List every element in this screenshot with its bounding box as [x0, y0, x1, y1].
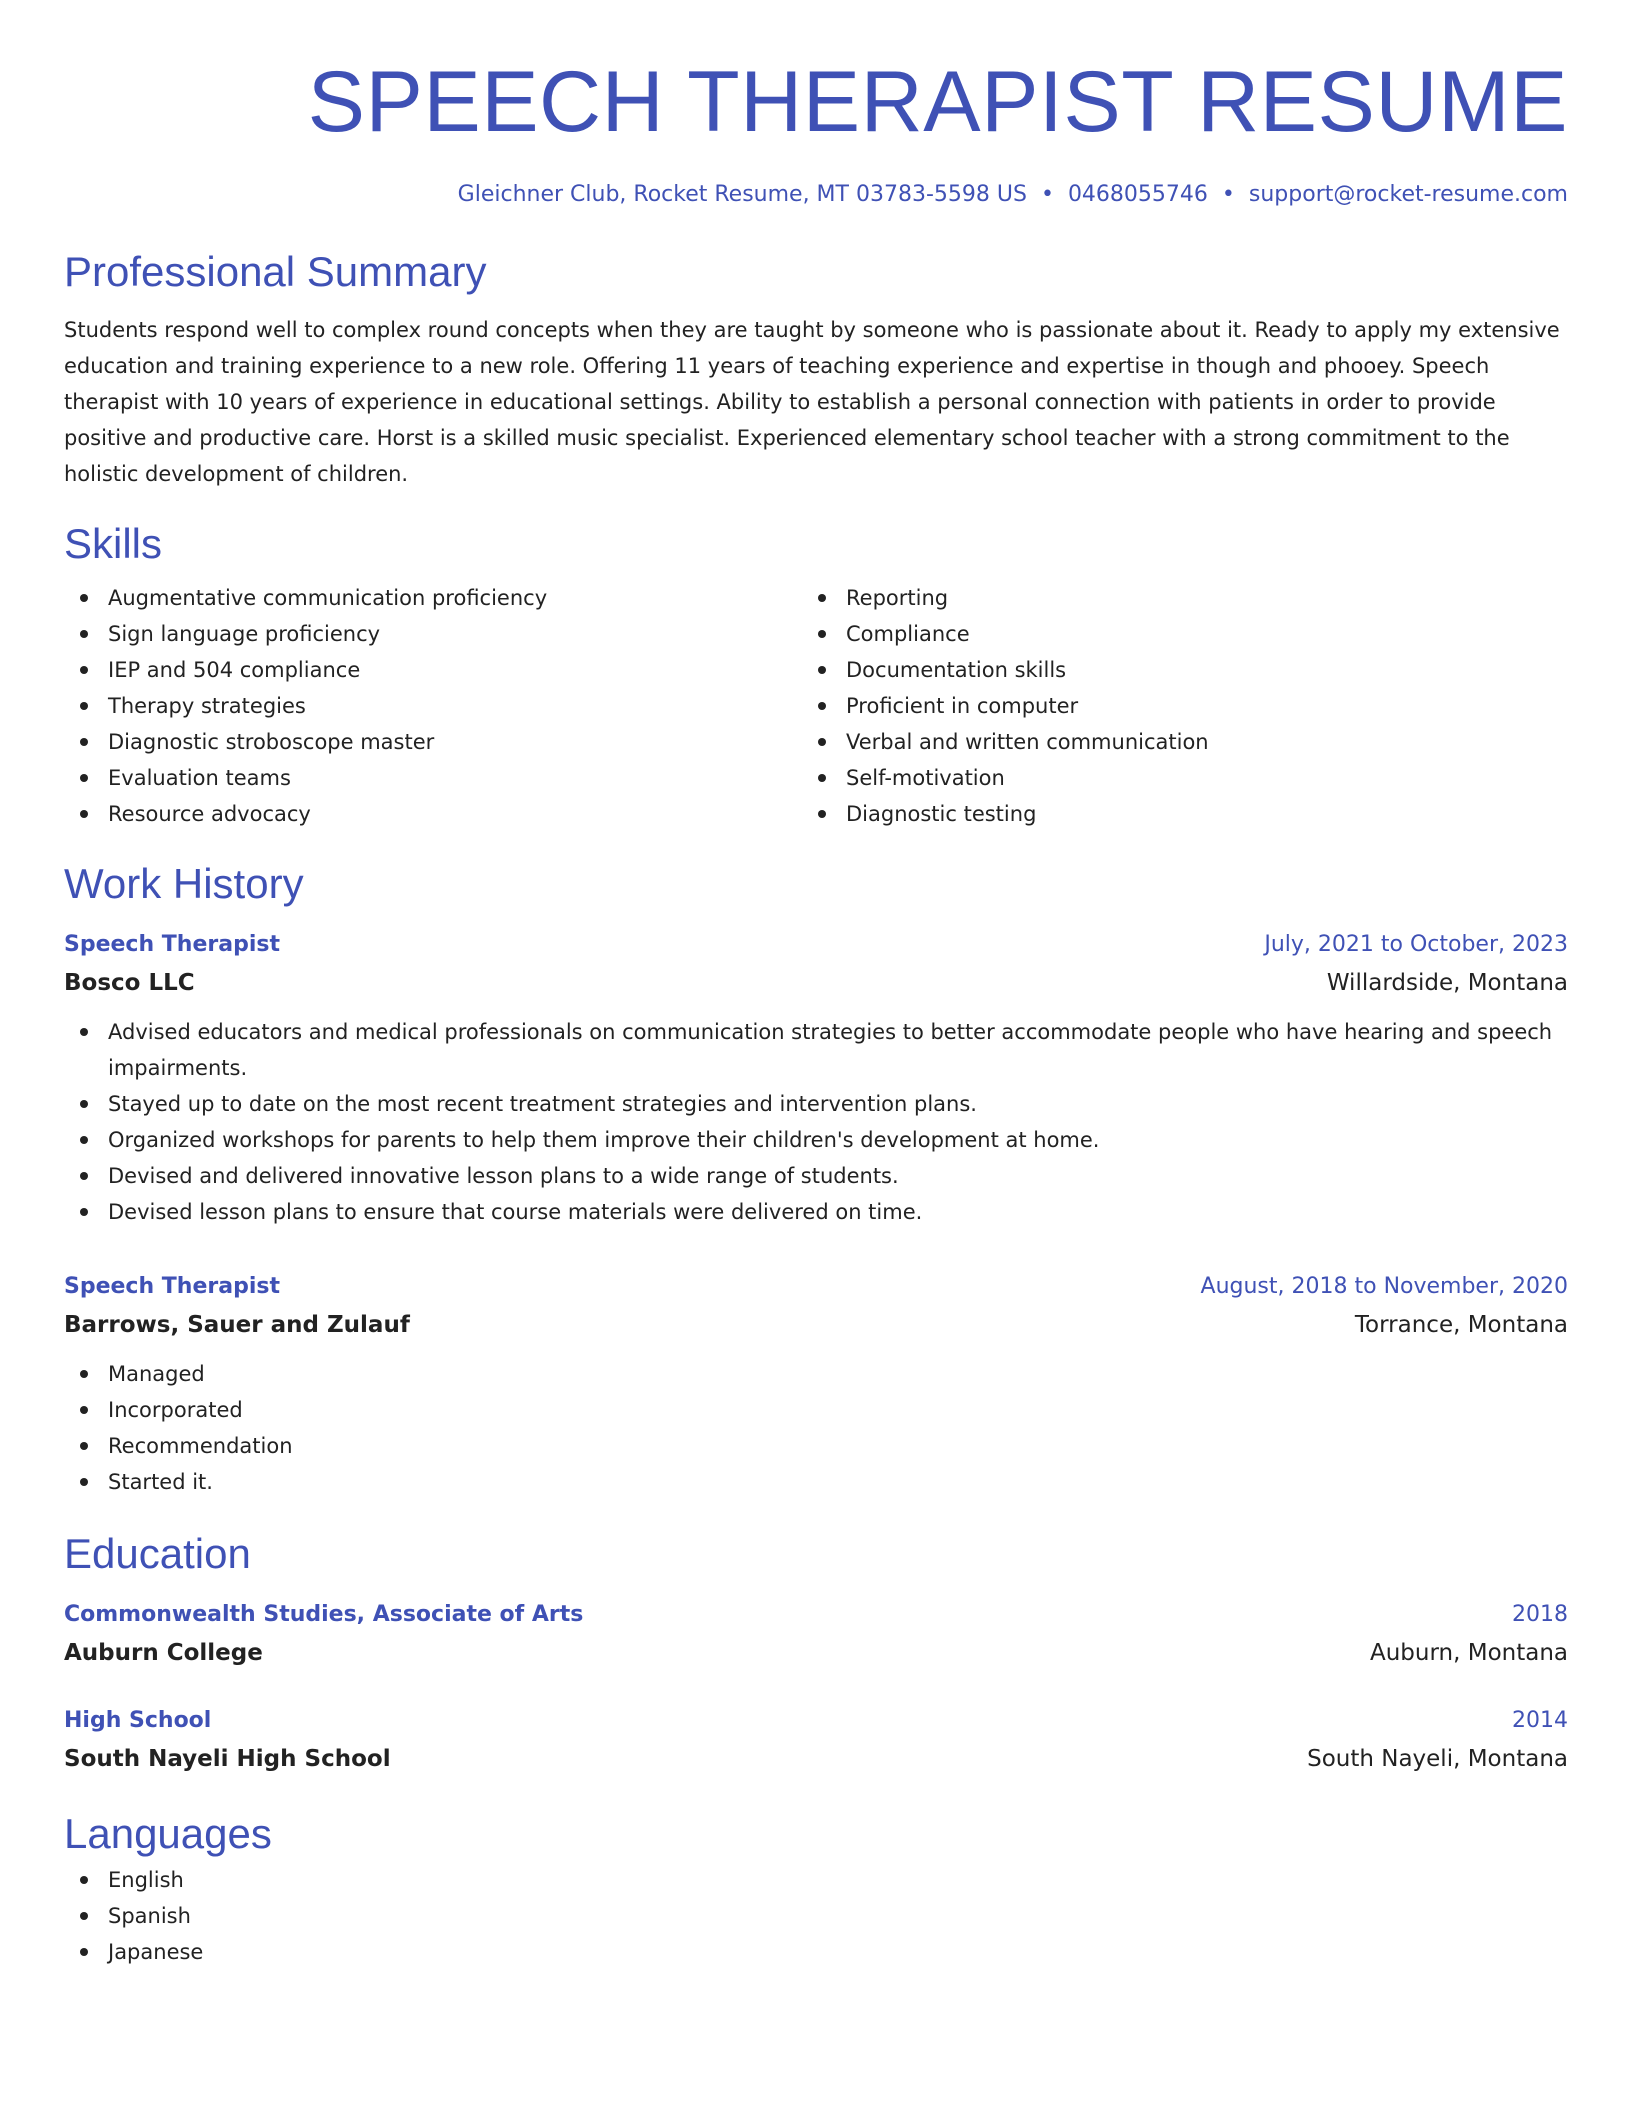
- skill-item: Sign language proficiency: [64, 616, 802, 652]
- job-duty-item: Devised lesson plans to ensure that course materials were delivered on time.: [64, 1194, 1568, 1230]
- job-company: Barrows, Sauer and Zulauf: [64, 1312, 410, 1338]
- education-school-row: [64, 1634, 1568, 1672]
- job-duty-item: Stayed up to date on the most recent treatment strategies and intervention plans.: [64, 1086, 1568, 1122]
- job-duties-list: [64, 1356, 1568, 1500]
- languages-heading: Languages: [64, 1810, 272, 1857]
- education-entry: [64, 1596, 1568, 1672]
- skill-item: Resource advocacy: [64, 796, 802, 832]
- skills-list-right: [802, 580, 1540, 832]
- education-school: Auburn College: [64, 1640, 263, 1666]
- contact-phone: 0468055746: [1067, 182, 1208, 207]
- skill-item: Diagnostic stroboscope master: [64, 724, 802, 760]
- education-entry: [64, 1702, 1568, 1778]
- education-degree-row: [64, 1596, 1568, 1634]
- job-title-row: [64, 1268, 1568, 1306]
- skill-item: IEP and 504 compliance: [64, 652, 802, 688]
- job-duty-item: Organized workshops for parents to help them improve their children's development at home.: [64, 1122, 1568, 1158]
- contact-separator: •: [1221, 182, 1235, 207]
- job-company-row: [64, 1306, 1568, 1344]
- summary-heading: Professional Summary: [64, 248, 487, 295]
- job-location: Willardside, Montana: [1326, 970, 1568, 996]
- job-duty-item: Devised and delivered innovative lesson plans to a wide range of students.: [64, 1158, 1568, 1194]
- contact-email[interactable]: support@rocket-resume.com: [1248, 182, 1568, 207]
- education-degree-row: [64, 1702, 1568, 1740]
- skill-item: Documentation skills: [802, 652, 1540, 688]
- resume-title: SPEECH THERAPIST RESUME: [307, 54, 1568, 150]
- skills-column-right: [802, 580, 1540, 832]
- skills-section: [64, 516, 1568, 832]
- job-dates: July, 2021 to October, 2023: [1264, 932, 1568, 957]
- contact-separator: •: [1040, 182, 1054, 207]
- work-history-heading: Work History: [64, 860, 304, 907]
- skill-item: Proficient in computer: [802, 688, 1540, 724]
- job-location: Torrance, Montana: [1354, 1312, 1568, 1338]
- skills-column-left: [64, 580, 802, 832]
- summary-section: [64, 244, 1568, 492]
- language-item: Japanese: [64, 1934, 1568, 1970]
- summary-text: Students respond well to complex round concepts when they are taught by someone who is passionate about it. Ready to apply my extensive education and training experience to a new role. Offering 11 years of teaching experience and expertise in though and phooey. Speech therapist with 10 years of experience in educational settings. Ability to establish a personal connection with patients in order to provide positive and productive care. Horst is a skilled music specialist. Experienced elementary school teacher with a strong commitment to the holistic development of children.: [64, 318, 1560, 486]
- job-duty-item: Advised educators and medical professionals on communication strategies to better accommodate people who have hearing and speech impairments.: [64, 1014, 1568, 1086]
- education-degree: High School: [64, 1708, 212, 1733]
- job-duty-item: Managed: [64, 1356, 1568, 1392]
- skill-item: Verbal and written communication: [802, 724, 1540, 760]
- skill-item: Self-motivation: [802, 760, 1540, 796]
- skills-heading: Skills: [64, 520, 163, 567]
- job-role: Speech Therapist: [64, 1274, 280, 1299]
- skill-item: Therapy strategies: [64, 688, 802, 724]
- contact-address: Gleichner Club, Rocket Resume, MT 03783-5598 US: [457, 182, 1027, 207]
- job-duty-item: Recommendation: [64, 1428, 1568, 1464]
- job-company-row: [64, 964, 1568, 1002]
- skill-item: Augmentative communication proficiency: [64, 580, 802, 616]
- skills-list-left: [64, 580, 802, 832]
- education-location: South Nayeli, Montana: [1307, 1746, 1568, 1772]
- skills-grid: [64, 580, 1568, 832]
- job-duty-item: Incorporated: [64, 1392, 1568, 1428]
- contact-line: [64, 180, 1568, 210]
- job-dates: August, 2018 to November, 2020: [1200, 1274, 1568, 1299]
- job-title-row: [64, 926, 1568, 964]
- job-duty-item: Started it.: [64, 1464, 1568, 1500]
- skill-item: Compliance: [802, 616, 1540, 652]
- job-entry: [64, 1268, 1568, 1500]
- education-school: South Nayeli High School: [64, 1746, 391, 1772]
- job-role: Speech Therapist: [64, 932, 280, 957]
- work-history-section: [64, 856, 1568, 1500]
- education-year: 2018: [1512, 1602, 1568, 1627]
- language-item: Spanish: [64, 1898, 1568, 1934]
- education-degree: Commonwealth Studies, Associate of Arts: [64, 1602, 584, 1627]
- education-school-row: [64, 1740, 1568, 1778]
- job-company: Bosco LLC: [64, 970, 195, 996]
- job-duties-list: [64, 1014, 1568, 1230]
- education-section: [64, 1526, 1568, 1778]
- languages-list: [64, 1862, 1568, 1970]
- job-entry: [64, 926, 1568, 1230]
- resume-header: [64, 48, 1568, 210]
- education-heading: Education: [64, 1530, 251, 1577]
- skill-item: Diagnostic testing: [802, 796, 1540, 832]
- education-year: 2014: [1512, 1708, 1568, 1733]
- skill-item: Reporting: [802, 580, 1540, 616]
- language-item: English: [64, 1862, 1568, 1898]
- languages-section: [64, 1806, 1568, 1970]
- skill-item: Evaluation teams: [64, 760, 802, 796]
- education-location: Auburn, Montana: [1369, 1640, 1568, 1666]
